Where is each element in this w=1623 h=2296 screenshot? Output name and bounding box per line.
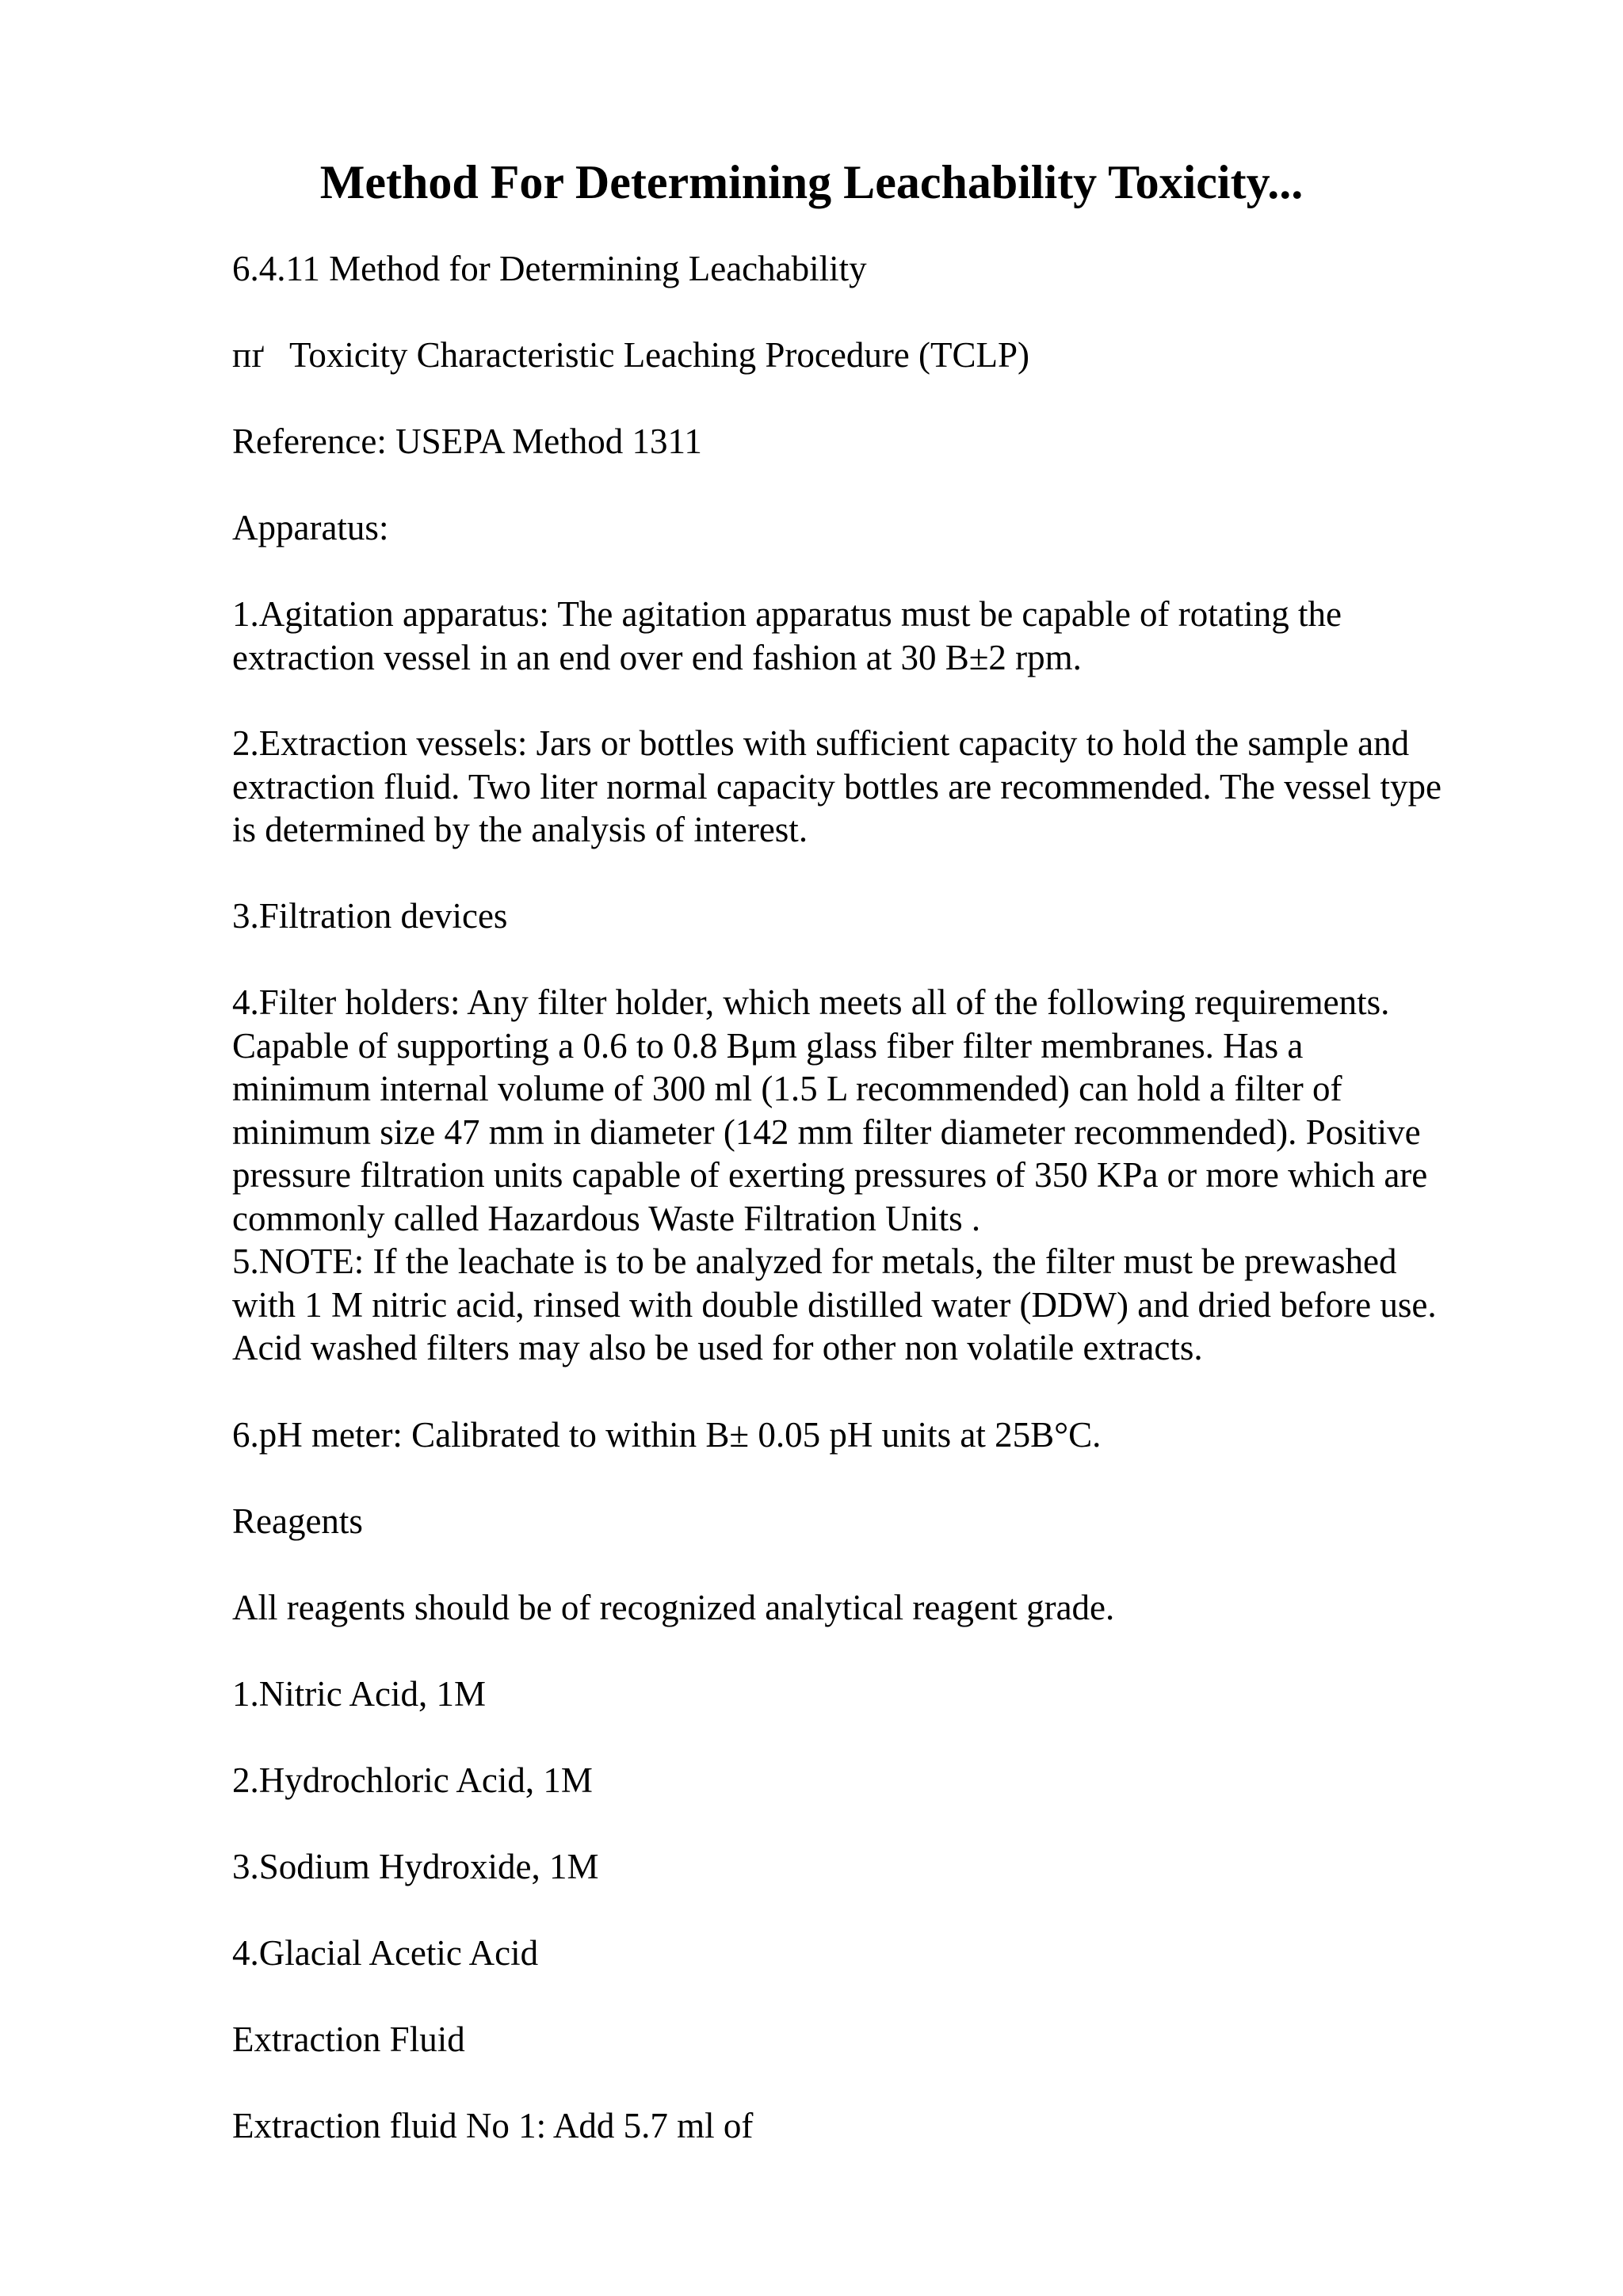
text-line: commonly called Hazardous Waste Filtration Units . [232, 1198, 981, 1238]
text-line: pressure filtration units capable of exerting pressures of 350 KPa or more which are [232, 1155, 1428, 1195]
text-line: extraction fluid. Two liter normal capacity bottles are recommended. The vessel type [232, 766, 1442, 807]
text-line: 1.Agitation apparatus: The agitation apparatus must be capable of rotating the [232, 594, 1342, 634]
reagents-heading: Reagents [232, 1501, 363, 1541]
document-title: Method For Determining Leachability Toxicity... [319, 156, 1304, 208]
apparatus-item-4-5 [232, 981, 1516, 1370]
apparatus-item-1 [232, 593, 1516, 679]
reference-line: Reference: USEPA Method 1311 [232, 421, 702, 461]
extraction-heading: Extraction Fluid [232, 2019, 465, 2059]
apparatus-item-3: 3.Filtration devices [232, 896, 508, 936]
text-line: 4.Filter holders: Any filter holder, which meets all of the following requirements. [232, 982, 1390, 1022]
bullet-glyph: пґ [232, 335, 264, 375]
text-line: minimum internal volume of 300 ml (1.5 L recommended) can hold a filter of [232, 1069, 1342, 1108]
text-line: 2.Extraction vessels: Jars or bottles with sufficient capacity to hold the sample and [232, 723, 1410, 763]
text-line: Capable of supporting a 0.6 to 0.8 Bμm glass fiber filter membranes. Has a [232, 1025, 1304, 1066]
extraction-fluid-1: Extraction fluid No 1: Add 5.7 ml of [232, 2106, 754, 2145]
text-line: minimum size 47 mm in diameter (142 mm filter diameter recommended). Positive [232, 1112, 1421, 1152]
bullet-text: Toxicity Characteristic Leaching Procedure (TCLP) [289, 335, 1030, 375]
apparatus-heading: Apparatus: [232, 508, 389, 547]
bullet-item [232, 334, 1516, 377]
reagents-intro: All reagents should be of recognized analytical reagent grade. [232, 1588, 1115, 1627]
apparatus-item-6: 6.pH meter: Calibrated to within B± 0.05 pH units at 25B°C. [232, 1415, 1102, 1455]
text-line: extraction vessel in an end over end fashion at 30 B±2 rpm. [232, 637, 1082, 677]
reagent-item-4: 4.Glacial Acetic Acid [232, 1933, 539, 1973]
reagent-item-1: 1.Nitric Acid, 1M [232, 1674, 486, 1714]
section-heading: 6.4.11 Method for Determining Leachability [232, 249, 867, 288]
apparatus-item-2 [232, 722, 1516, 852]
text-line: with 1 M nitric acid, rinsed with double distilled water (DDW) and dried before use. [232, 1284, 1437, 1325]
reagent-item-3: 3.Sodium Hydroxide, 1M [232, 1847, 599, 1886]
text-line: Acid washed filters may also be used for other non volatile extracts. [232, 1328, 1203, 1367]
text-line: 5.NOTE: If the leachate is to be analyzed for metals, the filter must be prewashed [232, 1241, 1397, 1281]
reagent-item-2: 2.Hydrochloric Acid, 1M [232, 1760, 593, 1800]
text-line: is determined by the analysis of interest. [232, 810, 808, 849]
